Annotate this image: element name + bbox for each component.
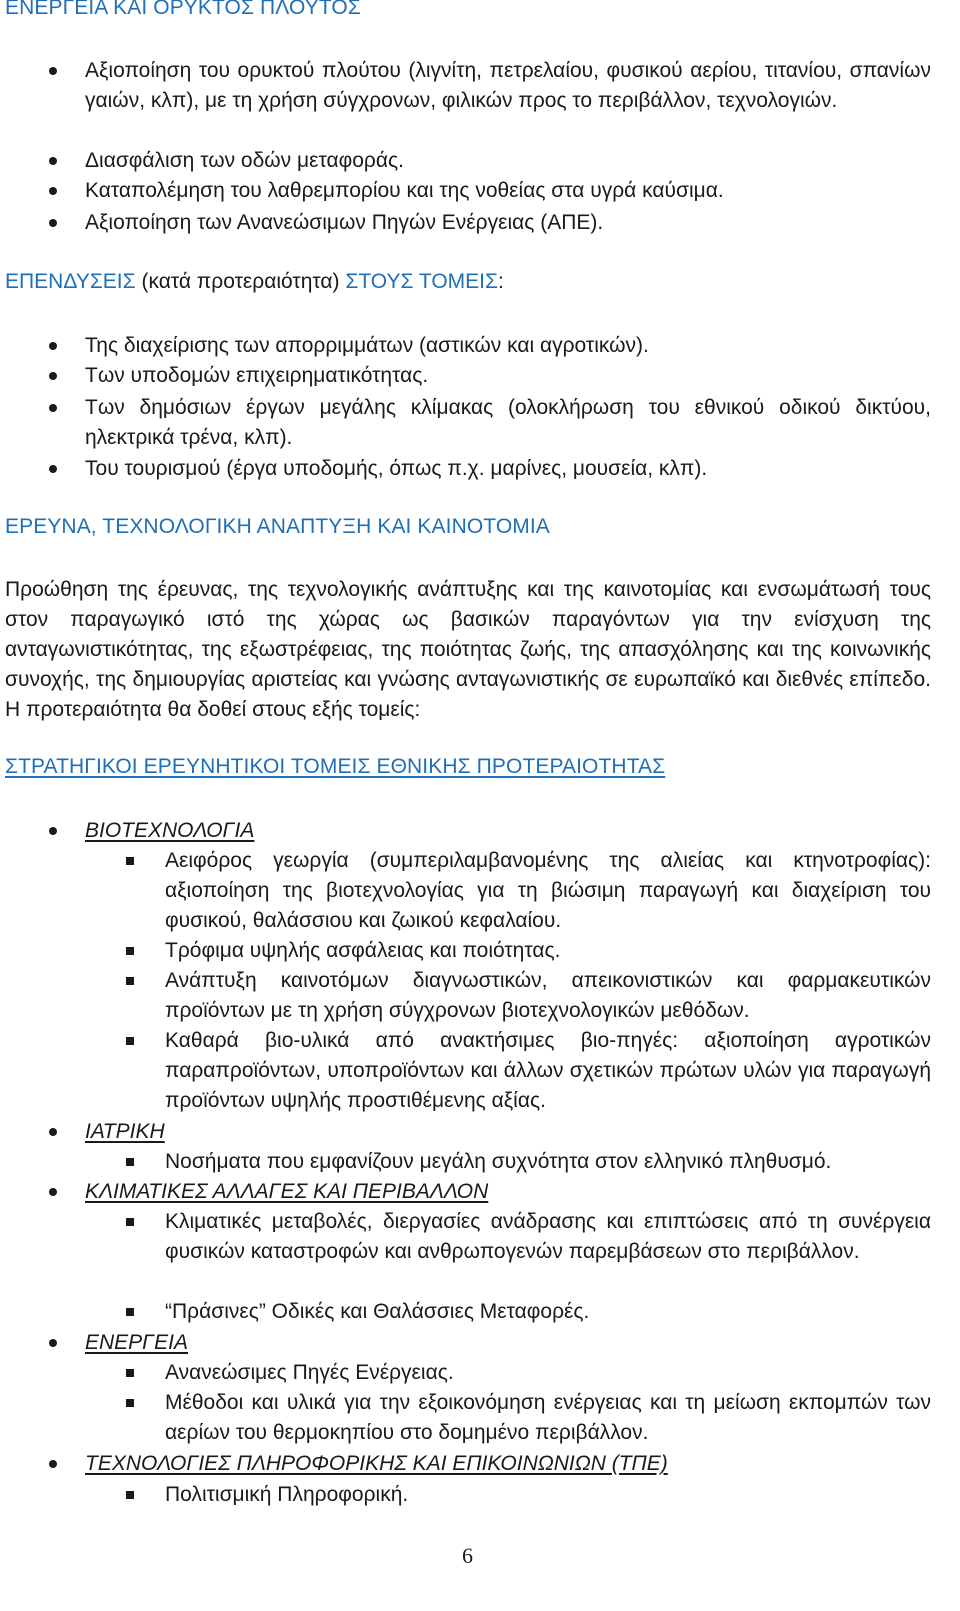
sector-heading: ΤΕΧΝΟΛΟΓΙΕΣ ΠΛΗΡΟΦΟΡΙΚΗΣ ΚΑΙ ΕΠΙΚΟΙΝΩΝΙΩΝ (ΤΠΕ) (85, 1449, 668, 1479)
bullet-square-icon (126, 947, 134, 955)
list-item: Μέθοδοι και υλικά για την εξοικονόμηση ενέργειας και τη μείωση εκπομπών των αερίων του θερμοκηπίου στο δομημένο περιβάλλον. (165, 1388, 931, 1448)
bullet-dot-icon (49, 67, 57, 75)
bullet-square-icon (126, 1399, 134, 1407)
list-item: Καθαρά βιο-υλικά από ανακτήσιμες βιο-πηγές: αξιοποίηση αγροτικών παραπροϊόντων, υποπροϊόντων και άλλων σχετικών πρώτων υλών για παραγωγή προϊόντων υψηλής προστιθέμενης αξίας. (165, 1026, 931, 1116)
list-item: Αειφόρος γεωργία (συμπεριλαμβανομένης της αλιείας και κτηνοτροφίας): αξιοποίηση της βιοτεχνολογίας για τη βιώσιμη παραγωγή και διαχείριση του φυσικού, θαλάσσιου και ζωικού κεφαλαίου. (165, 846, 931, 936)
bullet-square-icon (126, 1218, 134, 1226)
list-item: “Πράσινες” Οδικές και Θαλάσσιες Μεταφορές. (165, 1297, 931, 1327)
bullet-square-icon (126, 1308, 134, 1316)
bullet-dot-icon (49, 1339, 57, 1347)
section-title-energy: ΕΝΕΡΓΕΙΑ ΚΑΙ ΟΡΥΚΤΟΣ ΠΛΟΥΤΟΣ (5, 0, 361, 19)
bullet-dot-icon (49, 404, 57, 412)
bullet-dot-icon (49, 1188, 57, 1196)
bullet-square-icon (126, 1369, 134, 1377)
sector-heading: ΚΛΙΜΑΤΙΚΕΣ ΑΛΛΑΓΕΣ ΚΑΙ ΠΕΡΙΒΑΛΛΟΝ (85, 1177, 488, 1207)
list-item: Τρόφιμα υψηλής ασφάλειας και ποιότητας. (165, 936, 931, 966)
list-item: Νοσήματα που εμφανίζουν μεγάλη συχνότητα στον ελληνικό πληθυσμό. (165, 1147, 931, 1177)
list-item: Πολιτισμική Πληροφορική. (165, 1480, 931, 1510)
bullet-dot-icon (49, 465, 57, 473)
page-number: 6 (462, 1543, 473, 1568)
section-title-investments: ΕΠΕΝΔΥΣΕΙΣ (κατά προτεραιότητα) ΣΤΟΥΣ ΤΟΜΕΙΣ: (5, 270, 504, 293)
research-paragraph: Προώθηση της έρευνας, της τεχνολογικής ανάπτυξης και της καινοτομίας και ενσωμάτωσή τους στον παραγωγικό ιστό της χώρας ως βασικών παραγόντων για την ενίσχυση της ανταγωνιστικότητας, της εξωστρέφειας, της ποιότητας ζωής, της απασχόλησης και της κοινωνικής συνοχής, της δημιουργίας αριστείας και γνώσης ανταγωνιστικής σε ευρωπαϊκό και διεθνές επίπεδο. Η προτεραιότητα θα δοθεί στους εξής τομείς: (5, 578, 931, 721)
list-item: Ανάπτυξη καινοτόμων διαγνωστικών, απεικονιστικών και φαρμακευτικών προϊόντων με τη χρήση σύγχρονων βιοτεχνολογικών μεθόδων. (165, 966, 931, 1026)
bullet-dot-icon (49, 827, 57, 835)
sector-heading: ΒΙΟΤΕΧΝΟΛΟΓΙΑ (85, 816, 254, 846)
bullet-square-icon (126, 977, 134, 985)
bullet-dot-icon (49, 1128, 57, 1136)
list-item: Ανανεώσιμες Πηγές Ενέργειας. (165, 1358, 931, 1388)
bullet-dot-icon (49, 1460, 57, 1468)
sector-heading: ΕΝΕΡΓΕΙΑ (85, 1328, 188, 1358)
section-title-strategic: ΣΤΡΑΤΗΓΙΚΟΙ ΕΡΕΥΝΗΤΙΚΟΙ ΤΟΜΕΙΣ ΕΘΝΙΚΗΣ ΠΡΟΤΕΡΑΙΟΤΗΤΑΣ (5, 755, 666, 778)
list-item: Κλιματικές μεταβολές, διεργασίες ανάδρασης και επιπτώσεις από τη συνέργεια φυσικών καταστροφών και ανθρωπογενών παρεμβάσεων στο περιβάλλον. (165, 1207, 931, 1267)
section-title-research: ΕΡΕΥΝΑ, ΤΕΧΝΟΛΟΓΙΚΗ ΑΝΑΠΤΥΞΗ ΚΑΙ ΚΑΙΝΟΤΟΜΙΑ (5, 515, 550, 538)
bullet-dot-icon (49, 372, 57, 380)
list-item: Αξιοποίηση των Ανανεώσιμων Πηγών Ενέργειας (ΑΠΕ). (85, 208, 931, 238)
bullet-dot-icon (49, 187, 57, 195)
list-item: Καταπολέμηση του λαθρεμπορίου και της νοθείας στα υγρά καύσιμα. (85, 176, 931, 206)
list-item: Διασφάλιση των οδών μεταφοράς. (85, 146, 931, 176)
sector-heading: ΙΑΤΡΙΚΗ (85, 1117, 165, 1147)
list-item: Αξιοποίηση του ορυκτού πλούτου (λιγνίτη, πετρελαίου, φυσικού αερίου, τιτανίου, σπανίων γαιών, κλπ), με τη χρήση σύγχρονων, φιλικών προς το περιβάλλον, τεχνολογιών. (85, 56, 931, 116)
bullet-dot-icon (49, 219, 57, 227)
bullet-square-icon (126, 1037, 134, 1045)
bullet-square-icon (126, 1158, 134, 1166)
bullet-dot-icon (49, 342, 57, 350)
list-item: Του τουρισμού (έργα υποδομής, όπως π.χ. μαρίνες, μουσεία, κλπ). (85, 454, 931, 484)
bullet-square-icon (126, 1491, 134, 1499)
bullet-square-icon (126, 857, 134, 865)
list-item: Των υποδομών επιχειρηματικότητας. (85, 361, 931, 391)
list-item: Της διαχείρισης των απορριμμάτων (αστικών και αγροτικών). (85, 331, 931, 361)
bullet-dot-icon (49, 157, 57, 165)
list-item: Των δημόσιων έργων μεγάλης κλίμακας (ολοκλήρωση του εθνικού οδικού δικτύου, ηλεκτρικά τρένα, κλπ). (85, 393, 931, 453)
